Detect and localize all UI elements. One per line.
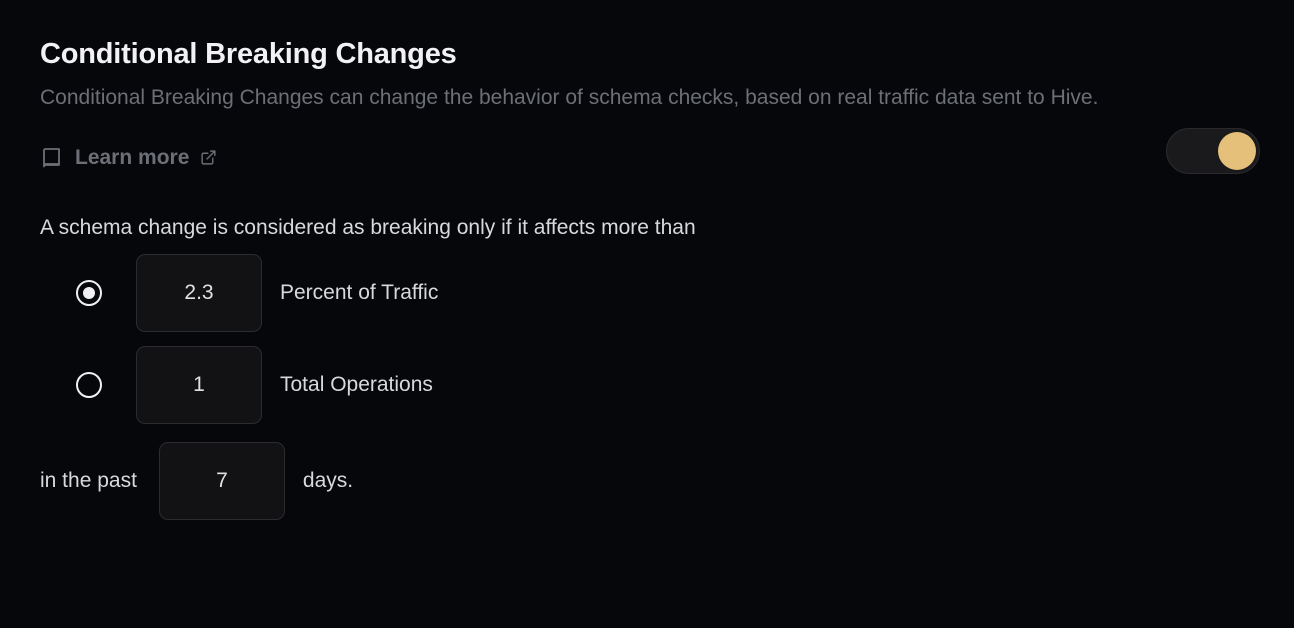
option-row-total-operations — [40, 346, 1254, 424]
condition-intro-text: A schema change is considered as breaking only if it affects more than — [40, 215, 696, 239]
total-operations-label: Total Operations — [280, 372, 433, 396]
percent-of-traffic-input[interactable] — [136, 254, 262, 332]
toggle-knob — [1218, 132, 1256, 170]
radio-total-operations[interactable] — [76, 372, 102, 398]
period-trail-label: days. — [302, 468, 354, 492]
book-icon — [40, 146, 64, 170]
radio-percent-of-traffic[interactable] — [76, 280, 102, 306]
conditional-breaking-changes-toggle[interactable] — [1166, 128, 1260, 174]
section-description: Conditional Breaking Changes can change the behavior of schema checks, based on real traffic data sent to Hive. — [40, 86, 1099, 110]
percent-of-traffic-label: Percent of Traffic — [280, 280, 439, 304]
learn-more-label: Learn more — [75, 145, 190, 169]
conditional-breaking-changes-toggle-wrapper — [1166, 128, 1260, 174]
total-operations-input[interactable] — [136, 346, 262, 424]
period-row — [40, 442, 1254, 520]
learn-more-link[interactable] — [40, 146, 217, 170]
period-lead-label: in the past — [40, 468, 137, 492]
period-days-input[interactable] — [159, 442, 285, 520]
external-link-icon — [200, 149, 217, 166]
page-title: Conditional Breaking Changes — [40, 38, 457, 70]
option-row-percent-of-traffic — [40, 254, 1254, 332]
